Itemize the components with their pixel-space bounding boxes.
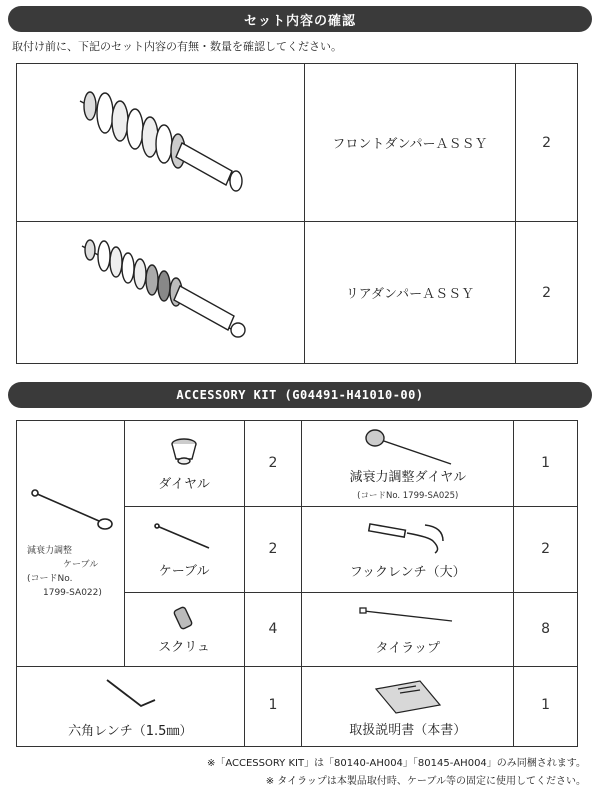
screw-cell (124, 593, 244, 667)
cable-cell (124, 507, 244, 593)
table-row (17, 222, 578, 364)
cable-label: ケーブル (158, 564, 210, 579)
damper-table (16, 63, 578, 364)
front-damper-icon (60, 71, 260, 211)
cable-icon (149, 520, 219, 554)
hook-wrench-qty: 2 (514, 507, 578, 593)
tie-wrap-qty: 8 (514, 593, 578, 667)
hook-wrench-cell (302, 507, 514, 593)
manual-label: 取扱説明書（本書） (349, 723, 467, 738)
adj-dial-code: (コードNo. 1799-SA025) (357, 491, 459, 501)
front-damper-label: フロントダンパーＡＳＳＹ (304, 64, 515, 222)
tie-wrap-label: タイラップ (375, 641, 440, 656)
cable-assy-line2: ケーブル (63, 560, 99, 570)
hex-wrench-icon (95, 674, 165, 714)
note-accessory-kit: ※「ACCESSORY KIT」は「80140-AH004」「80145-AH004」のみ同梱されます。 (206, 758, 586, 769)
note-tie-wrap: ※ タイラップは本製品取付時、ケーブル等の固定に使用してください。 (265, 776, 586, 787)
cable-assy-cell (17, 421, 125, 667)
rear-damper-image-cell (17, 222, 305, 364)
front-damper-image-cell (17, 64, 305, 222)
dial-cell (124, 421, 244, 507)
dial-icon (167, 435, 201, 469)
hook-wrench-label: フックレンチ（大） (349, 565, 466, 580)
screw-qty: 4 (244, 593, 302, 667)
set-contents-title: セット内容の確認 (243, 13, 356, 29)
set-contents-banner (8, 6, 592, 32)
hex-wrench-label: 六角レンチ（1.5㎜） (68, 724, 193, 739)
dial-label: ダイヤル (158, 477, 210, 492)
screw-label: スクリュ (158, 640, 210, 655)
manual-icon (368, 675, 448, 715)
table-row (17, 64, 578, 222)
rear-damper-label: リアダンパーＡＳＳＹ (304, 222, 515, 364)
cable-assy-line4: 1799-SA022) (43, 588, 102, 598)
accessory-kit-title: ACCESSORY KIT (G04491-H41010-00) (176, 388, 424, 402)
cable-assy-icon (21, 483, 121, 543)
cable-assy-line3: (コードNo. (27, 574, 73, 584)
hex-wrench-cell (17, 667, 245, 747)
cable-assy-line1: 減衰力調整 (27, 546, 73, 556)
accessory-kit-banner (8, 382, 592, 408)
intro-text: 取付け前に、下記のセット内容の有無・数量を確認してください。 (12, 40, 342, 53)
hook-wrench-icon (363, 519, 453, 555)
tie-wrap-icon (358, 603, 458, 631)
rear-damper-qty: 2 (516, 222, 578, 364)
dial-qty: 2 (244, 421, 302, 507)
adj-dial-icon (353, 426, 463, 466)
manual-cell (302, 667, 514, 747)
cable-qty: 2 (244, 507, 302, 593)
adj-dial-cell (302, 421, 514, 507)
hex-wrench-qty: 1 (244, 667, 302, 747)
tie-wrap-cell (302, 593, 514, 667)
manual-qty: 1 (514, 667, 578, 747)
table-row (17, 421, 578, 507)
accessory-table (16, 420, 578, 747)
front-damper-qty: 2 (516, 64, 578, 222)
adj-dial-label: 減衰力調整ダイヤル (349, 470, 467, 485)
table-row (17, 667, 578, 747)
screw-icon (169, 604, 199, 632)
adj-dial-qty: 1 (514, 421, 578, 507)
rear-damper-icon (60, 226, 260, 356)
